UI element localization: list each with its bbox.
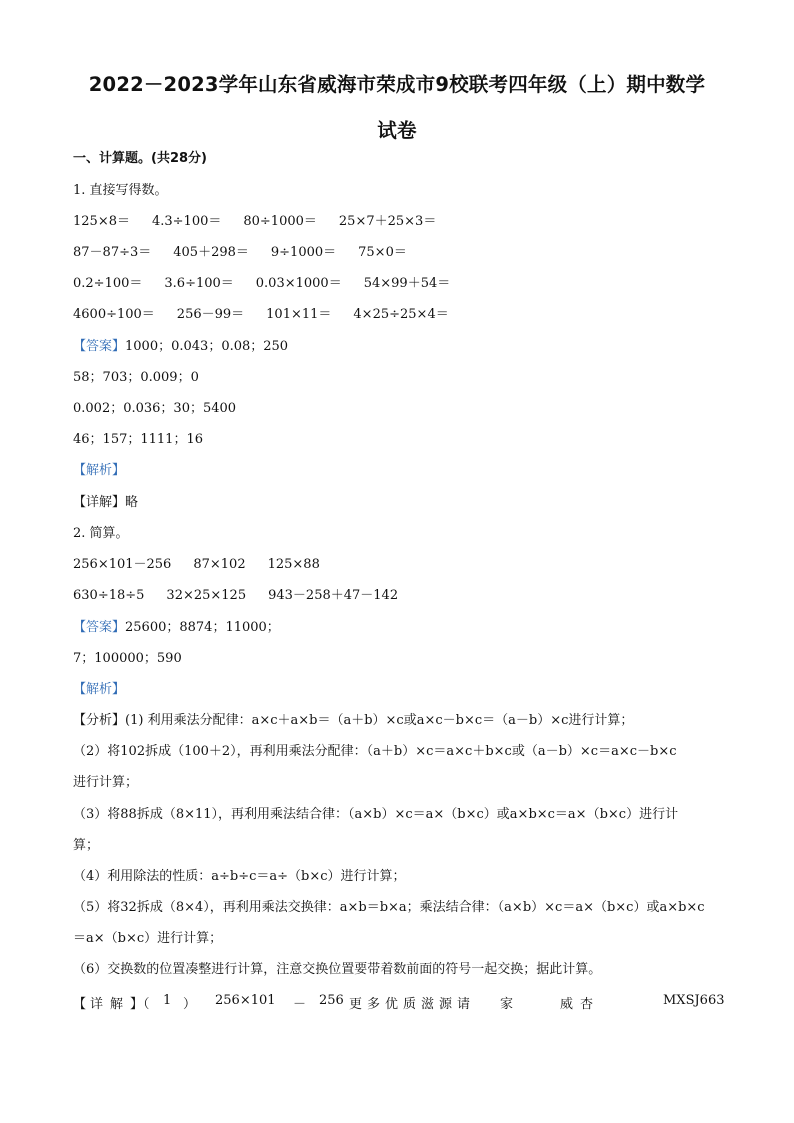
q1-item: 3.6÷100＝ xyxy=(164,276,234,291)
q1-item: 54×99＋54＝ xyxy=(363,276,451,291)
detail-char: 解 xyxy=(110,997,124,1012)
q2-detail-line xyxy=(73,993,723,1013)
question-2-stem: 2. 简算。 xyxy=(73,526,129,541)
detail-char: 请 xyxy=(457,997,471,1012)
q2-item: 943－258＋47－142 xyxy=(268,588,399,603)
detail-tag: 【详解】 xyxy=(73,495,126,510)
detail-code: MXSJ663 xyxy=(663,993,725,1008)
q1-item: 256－99＝ xyxy=(176,307,245,322)
q2-fenxi-line-9: （6）交换数的位置凑整进行计算，注意交换位置要带着数前面的符号一起交换；据此计算。 xyxy=(73,962,602,977)
detail-char: 详 xyxy=(90,997,104,1012)
q1-item: 4.3÷100＝ xyxy=(151,214,222,229)
detail-char: ） xyxy=(183,997,197,1012)
q1-item: 0.03×1000＝ xyxy=(255,276,342,291)
q2-answer-line-2: 7；100000；590 xyxy=(73,651,182,666)
question-1-stem: 1. 直接写得数。 xyxy=(73,183,168,198)
q1-answer-line-1 xyxy=(73,338,288,356)
q2-answer-line-1 xyxy=(73,619,280,637)
q2-fenxi-line-1 xyxy=(73,712,633,730)
q1-item: 75×0＝ xyxy=(358,245,407,260)
q2-fenxi-line-2: （2）将102拆成（100＋2），再利用乘法分配律：（a＋b）×c＝a×c＋b×c或（a－b）×c＝a×c－b×c xyxy=(73,744,677,759)
q2-fenxi-line-4: （3）将88拆成（8×11），再利用乘法结合律：（a×b）×c＝a×（b×c）或a×b×c＝a×（b×c）进行计 xyxy=(73,807,679,822)
q1-answer-line-3: 0.002；0.036；30；5400 xyxy=(73,401,237,416)
detail-text: 略 xyxy=(125,495,139,510)
q2-analysis-tag: 【解析】 xyxy=(73,682,126,697)
detail-char: 家 xyxy=(500,997,514,1012)
q2-fenxi-line-6: （4）利用除法的性质：a÷b÷c＝a÷（b×c）进行计算； xyxy=(73,869,406,884)
detail-char: 威 xyxy=(560,997,574,1012)
q1-row-4 xyxy=(73,306,449,324)
q1-item: 101×11＝ xyxy=(266,307,332,322)
detail-char: 质 xyxy=(403,997,417,1012)
q1-item: 4600÷100＝ xyxy=(73,307,155,322)
q2-row-1 xyxy=(73,556,320,574)
q1-item: 80÷1000＝ xyxy=(243,214,317,229)
q1-item: 125×8＝ xyxy=(73,214,130,229)
detail-char: 】（ xyxy=(130,997,150,1012)
answer-text: 25600；8874；11000； xyxy=(125,620,280,635)
detail-char: 256×101 xyxy=(215,993,276,1008)
detail-char: 源 xyxy=(439,997,453,1012)
q2-item: 630÷18÷5 xyxy=(73,588,145,603)
q2-fenxi-line-3: 进行计算； xyxy=(73,775,139,790)
q1-row-3 xyxy=(73,275,450,293)
q1-row-2 xyxy=(73,244,407,262)
answer-tag: 【答案】 xyxy=(73,620,126,635)
q1-detail xyxy=(73,494,138,512)
q2-item: 125×88 xyxy=(267,557,320,572)
q2-fenxi-line-5: 算； xyxy=(73,838,100,853)
detail-char: 优 xyxy=(385,997,399,1012)
detail-char: 更 xyxy=(349,997,363,1012)
fenxi-tag: 【分析】 xyxy=(73,713,126,728)
fenxi-text: (1) 利用乘法分配律：a×c＋a×b＝（a＋b）×c或a×c－b×c＝（a－b）×c进行计算； xyxy=(125,713,634,728)
document-title-line1: 2022－2023学年山东省威海市荣成市9校联考四年级（上）期中数学 xyxy=(88,73,706,96)
q1-answer-line-2: 58；703；0.009；0 xyxy=(73,370,199,385)
q2-fenxi-line-7: （5）将32拆成（8×4），再利用乘法交换律：a×b＝b×a；乘法结合律：（a×b）×c＝a×（b×c）或a×b×c xyxy=(73,900,705,915)
detail-char: 1 xyxy=(163,993,172,1008)
q1-item: 0.2÷100＝ xyxy=(73,276,143,291)
q1-item: 25×7＋25×3＝ xyxy=(338,214,437,229)
q2-row-2 xyxy=(73,587,398,605)
detail-char: 杏 xyxy=(580,997,594,1012)
answer-text: 1000；0.043；0.08；250 xyxy=(125,339,289,354)
detail-char: 多 xyxy=(367,997,381,1012)
detail-char: 滋 xyxy=(421,997,435,1012)
q1-item: 405＋298＝ xyxy=(173,245,249,260)
document-title-line2: 试卷 xyxy=(377,119,417,142)
q2-item: 256×101－256 xyxy=(73,557,172,572)
answer-tag: 【答案】 xyxy=(73,339,126,354)
q1-item: 87－87÷3＝ xyxy=(73,245,152,260)
q1-answer-line-4: 46；157；1111；16 xyxy=(73,432,203,447)
detail-char: 【 xyxy=(73,997,87,1012)
q2-item: 87×102 xyxy=(193,557,246,572)
q2-fenxi-line-8: ＝a×（b×c）进行计算； xyxy=(73,931,223,946)
detail-char: 256 xyxy=(319,993,344,1008)
q1-item: 9÷1000＝ xyxy=(270,245,337,260)
q2-item: 32×25×125 xyxy=(166,588,247,603)
q1-analysis-tag: 【解析】 xyxy=(73,463,126,478)
section-heading: 一、计算题。(共28分) xyxy=(73,151,207,166)
q1-row-1 xyxy=(73,213,436,231)
q1-item: 4×25÷25×4＝ xyxy=(353,307,449,322)
detail-char: － xyxy=(293,997,307,1012)
